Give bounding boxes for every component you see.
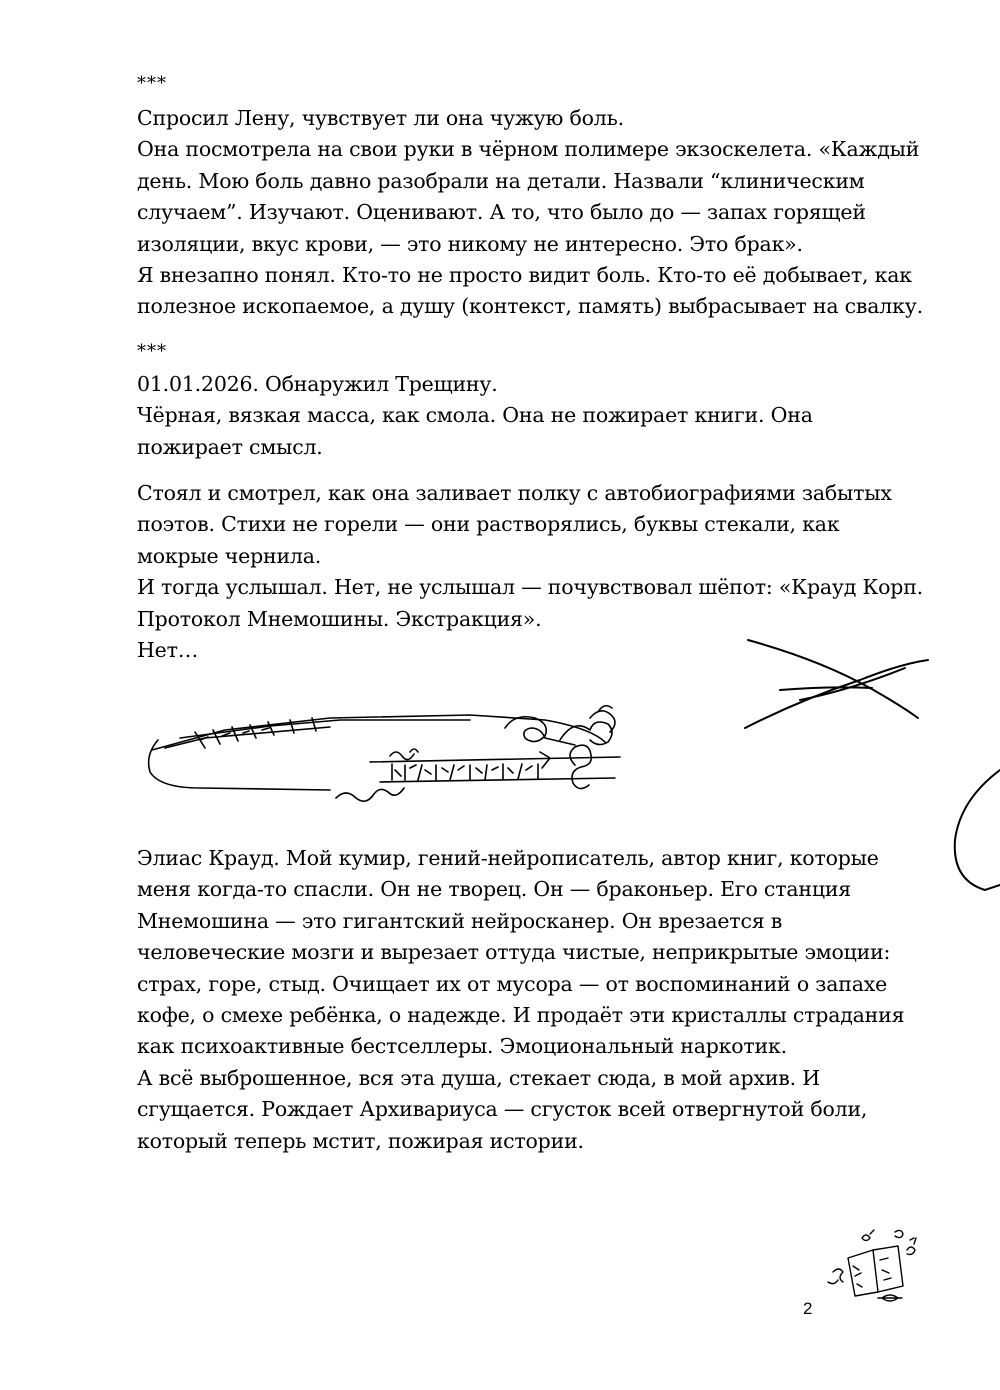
text-line: Нет… xyxy=(137,638,199,663)
text-line: страх, горе, стыд. Очищает их от мусора — от воспоминаний о запахе xyxy=(137,971,888,996)
paragraph-lena xyxy=(137,103,937,323)
open-book-doodle xyxy=(828,1230,916,1301)
text-line: Я внезапно понял. Кто-то не просто видит боль. Кто-то её добывает, как xyxy=(137,263,912,288)
text-line: сгущается. Рождает Архивариуса — сгусток всей отвергнутой боли, xyxy=(137,1097,868,1122)
paragraph-crack xyxy=(137,369,937,463)
text-line: меня когда-то спасли. Он не творец. Он — браконьер. Его станция xyxy=(137,877,852,902)
separator-2 xyxy=(137,336,937,367)
text-line: как психоактивные бестселлеры. Эмоциональный наркотик. xyxy=(137,1034,787,1059)
text-line: случаем”. Изучают. Оценивают. А то, что было до — запах горящей xyxy=(137,200,866,225)
text-line: Мнемошина — это гигантский нейросканер. Он врезается в xyxy=(137,908,783,933)
text-line: пожирает смысл. xyxy=(137,434,323,459)
arc-scribble xyxy=(955,770,1000,890)
text-line: Стоял и смотрел, как она заливает полку с автобиографиями забытых xyxy=(137,481,892,505)
text-line: который теперь мстит, пожирая истории. xyxy=(137,1128,584,1153)
paragraph-whisper xyxy=(137,478,937,666)
text-line: Спросил Лену, чувствует ли она чужую боль. xyxy=(137,106,624,130)
text-line: И тогда услышал. Нет, не услышал — почувствовал шёпот: «Крауд Корп. xyxy=(137,575,924,600)
text-line: поэтов. Стихи не горели — они растворялись, буквы стекали, как xyxy=(137,512,840,537)
text-line: Протокол Мнемошины. Экстракция». xyxy=(137,606,542,631)
text-line: изоляции, вкус крови, — это никому не интересно. Это брак». xyxy=(137,231,803,256)
text-line: мокрые чернила. xyxy=(137,543,322,568)
separator: *** xyxy=(137,341,167,362)
text-line: полезное ископаемое, а душу (контекст, память) выбрасывает на свалку. xyxy=(137,294,923,319)
page-number: 2 xyxy=(803,1299,813,1318)
paragraph-kraud xyxy=(137,843,937,1157)
separator: *** xyxy=(137,73,167,94)
text-line: Элиас Крауд. Мой кумир, гений-нейрописатель, автор книг, которые xyxy=(137,846,879,870)
scroll-sketch xyxy=(149,706,620,801)
text-line: человеческие мозги и вырезает оттуда чистые, неприкрытые эмоции: xyxy=(137,940,891,965)
text-line: день. Мою боль давно разобрали на детали. Назвали “клиническим xyxy=(137,168,865,193)
text-line: кофе, о смехе ребёнка, о надежде. И продаёт эти кристаллы страдания xyxy=(137,1003,905,1028)
separator-1 xyxy=(137,68,937,99)
text-line: Она посмотрела на свои руки в чёрном полимере экзоскелета. «Каждый xyxy=(137,137,920,162)
text-line: Чёрная, вязкая масса, как смола. Она не пожирает книги. Она xyxy=(137,403,813,428)
text-line: А всё выброшенное, вся эта душа, стекает сюда, в мой архив. И xyxy=(137,1065,820,1090)
text-line: 01.01.2026. Обнаружил Трещину. xyxy=(137,372,498,396)
